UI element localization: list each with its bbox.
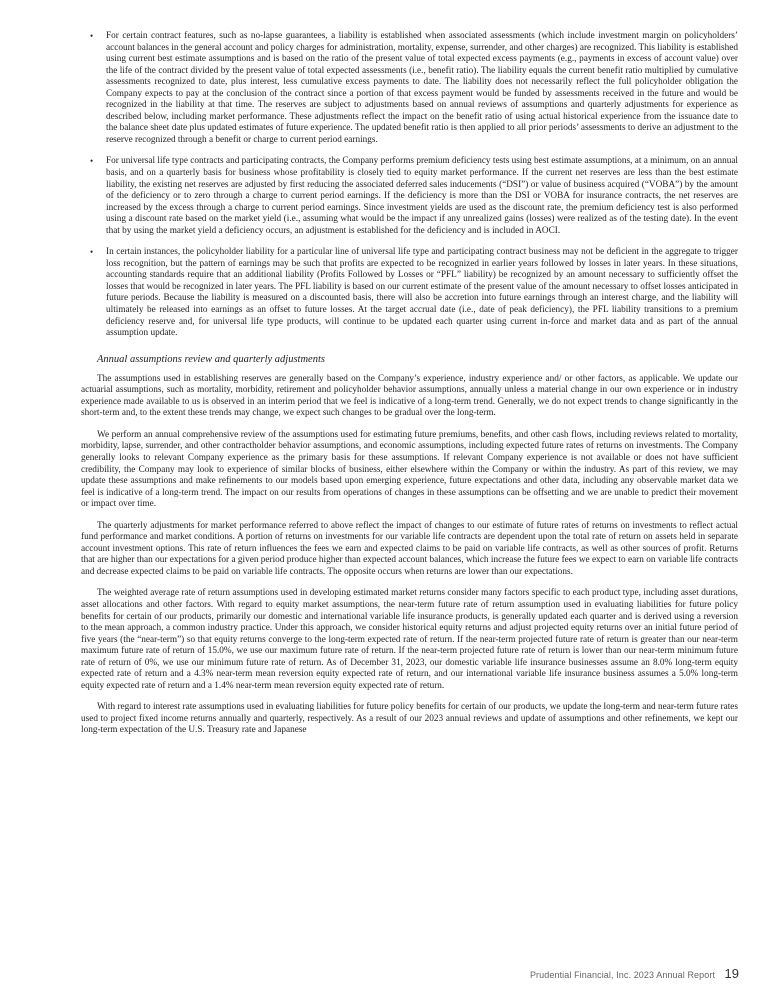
section-heading: Annual assumptions review and quarterly adjustments — [97, 353, 325, 365]
bullet-item: • For universal life type contracts and participating contracts, the Company performs premium deficiency tests using best estimate assumptions, at a minimum, on an annual basis, and on a quarterly basis for business whose profitability is closely tied to equity market performance. If the current net reserves are less than the best estimate liability, the existing net reserves are adjusted by first reducing the associated deferred sales inducements (“DSI”) or value of business acquired (“VOBA”) by the amount of the deficiency or to zero through a charge to current period earnings. If the deficiency is more than the DSI or VOBA for insurance contracts, the net reserves are increased by the excess through a charge to current period earnings. Since investment yields are used as the discount rate, the premium deficiency test is also performed using a discount rate based on the market yield (i.e., assuming what would be the impact if any unrealized gains (losses) were realized as of the testing date). In the event that by using the market yield a deficiency occurs, an adjustment is established for the deficiency and is included in AOCI. — [81, 156, 738, 237]
body-paragraph: With regard to interest rate assumptions used in evaluating liabilities for future policy benefits for certain of our products, we update the long-term and near-term future rates used to project fixed income returns annually and quarterly, respectively. As a result of our 2023 annual reviews and update of assumptions and other refinements, we kept our long-term expectation of the U.S. Treasury rate and Japanese — [81, 702, 738, 736]
report-title: Prudential Financial, Inc. 2023 Annual Report — [529, 970, 716, 980]
page-footer — [530, 965, 739, 983]
body-paragraph: The assumptions used in establishing reserves are generally based on the Company’s experience, industry experience and/ or other factors, as applicable. We update our actuarial assumptions, such as mortality, morbidity, retirement and policyholder behavior assumptions, annually unless a material change in our own experience or in industry experience made available to us is observed in an interim period that we feel is indicative of a long-term trend. Generally, we do not expect trends to change significantly in the short-term and, to the extent these trends may change, we expect such changes to be gradual over the long-term. — [81, 373, 738, 419]
body-paragraph: We perform an annual comprehensive review of the assumptions used for estimating future premiums, benefits, and other cash flows, including reviews related to mortality, morbidity, lapse, surrender, and other contractholder behavior assumptions, and economic assumptions, including expected future rates of returns on investments. The Company generally looks to relevant Company experience as the primary basis for these assumptions. If relevant Company experience is not available or does not have sufficient credibility, the Company may look to experience of similar blocks of business, either elsewhere within the Company or within the industry. As part of this review, we may update these assumptions and make refinements to our models based upon emerging experience, future expectations and other data, including any observable market data we feel is indicative of a long-term trend. The impact on our results from operations of changes in these assumptions can be offsetting and we are unable to predict their movement or impact over time. — [81, 429, 738, 510]
body-paragraph: The weighted average rate of return assumptions used in developing estimated market returns consider many factors specific to each product type, including asset durations, asset allocations and other factors. With regard to equity market assumptions, the near-term future rate of return assumption used in evaluating liabilities for future policy benefits for certain of our products, primarily our domestic and international variable life insurance products, is generally updated each quarter and is derived using a reversion to the mean approach, a common industry practice. Under this approach, we consider historical equity returns and adjust projected equity returns over an initial future period of five years (the “near-term”) so that equity returns converge to the long-term expected rate of return. If the near-term projected future rate of return is greater than our near-term maximum future rate of return of 15.0%, we use our maximum future rate of return. If the near-term projected future rate of return is lower than our near-term minimum future rate of return of 0%, we use our minimum future rate of return. As of December 31, 2023, our domestic variable life insurance businesses assume an 8.0% long-term equity expected rate of return and a 4.3% near-term mean reversion equity expected rate of return, and our international variable life insurance business assumes a 5.0% long-term equity expected rate of return and a 1.4% near-term mean reversion equity expected rate of return. — [81, 588, 738, 691]
document-page — [81, 31, 738, 747]
bullet-list — [81, 31, 738, 340]
bullet-item: • For certain contract features, such as no-lapse guarantees, a liability is established when associated assessments (which include investment margin on policyholders’ account balances in the general account and policy charges for administration, mortality, expense, surrender, and other charges) are recognized. This liability is established using current best estimate assumptions and is based on the ratio of the present value of total expected excess payments (e.g., payments in excess of account value) over the life of the contract divided by the present value of total expected assessments (i.e., benefit ratio). The liability equals the current benefit ratio multiplied by cumulative assessments recognized to date, plus interest, less cumulative excess payments to date. The liability does not necessarily reflect the full policyholder obligation the Company expects to pay at the conclusion of the contract since a portion of that excess payment would be funded by assessments received in the future and would be recognized in the liability at that time. The reserves are subject to adjustments based on annual reviews of assumptions and quarterly adjustments for experience as described below, including market performance. These adjustments reflect the impact on the benefit ratio of using actual historical experience from the issuance date to the balance sheet date plus updated estimates of future experience. The updated benefit ratio is then applied to all prior periods’ assessments to derive an adjustment to the reserve recognized through a benefit or charge to current period earnings. — [81, 31, 738, 146]
page-number: 19 — [724, 966, 739, 981]
body-paragraph: The quarterly adjustments for market performance referred to above reflect the impact of changes to our estimate of future rates of returns on investments to reflect actual fund performance and market conditions. A portion of returns on investments for our variable life contracts are dependent upon the total rate of return on assets held in separate account investment options. This rate of return influences the fees we earn and expected claims to be paid on variable life contracts, as well as other sources of profit. Returns that are higher than our expectations for a given period produce higher than expected account balances, which increase the future fees we expect to earn on variable life contracts and decrease expected claims to be paid on variable life contracts. The opposite occurs when returns are lower than our expectations. — [81, 520, 738, 577]
bullet-item: • In certain instances, the policyholder liability for a particular line of universal life type and participating contract business may not be deficient in the aggregate to trigger loss recognition, but the pattern of earnings may be such that profits are expected to be recognized in earlier years followed by losses in later years. In these situations, accounting standards require that an additional liability (Profits Followed by Losses or “PFL” liability) be recognized by an amount necessary to sufficiently offset the losses that would be recognized in later years. The PFL liability is based on our current estimate of the present value of the amount necessary to offset losses anticipated in future periods. Because the liability is measured on a discounted basis, there will also be accretion into future earnings through an interest charge, and the liability will ultimately be released into earnings as an offset to future losses. At the target accrual date (i.e., date of peak deficiency), the PFL liability transitions to a premium deficiency reserve and, for universal life type products, will continue to be updated each quarter using current in-force and market data and as part of the annual assumption update. — [81, 247, 738, 339]
